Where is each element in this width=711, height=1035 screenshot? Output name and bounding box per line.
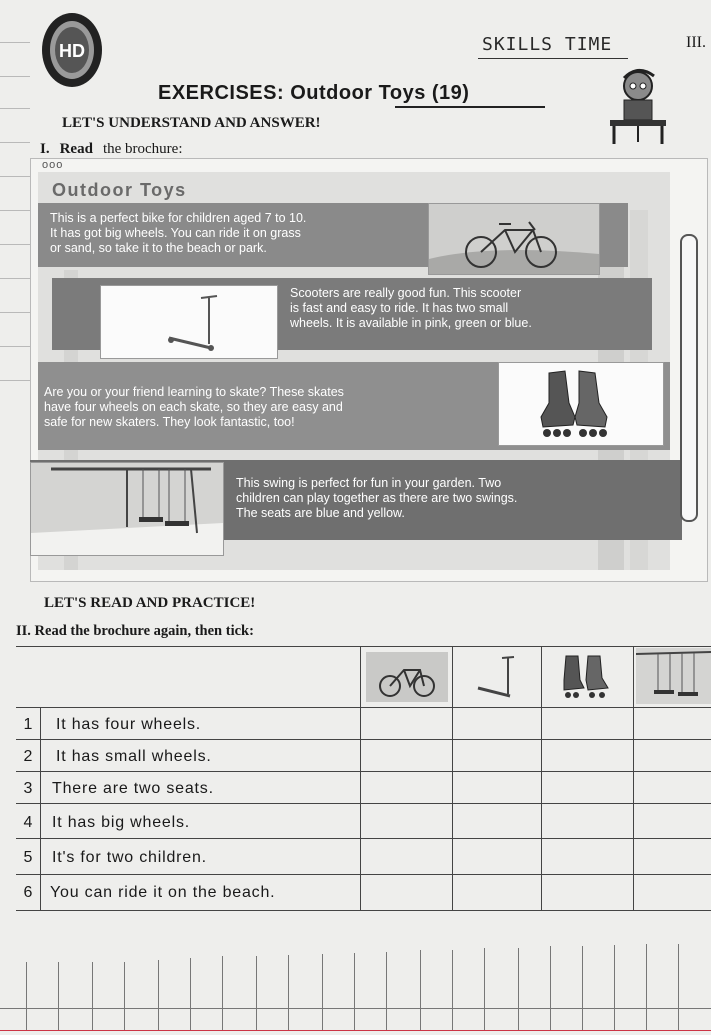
swing-text-line: The seats are blue and yellow. [236,506,405,520]
row-statement: It has small wheels. [56,748,212,765]
bike-text-line: or sand, so take it to the beach or park. [50,241,267,255]
page-title: EXERCISES: Outdoor Toys (19) [158,82,470,104]
table-scooter-icon [468,652,528,702]
tick-cell[interactable] [453,708,541,739]
window-controls: ooo [42,159,64,171]
section-1-number: I. [40,141,50,157]
skates-icon [499,363,663,445]
swing-text [236,476,517,521]
table-swing-icon [636,648,711,704]
skates-text-line: have four wheels on each skate, so they are easy and [44,400,343,414]
row-number: 3 [23,780,33,797]
svg-text:HD: HD [59,41,85,61]
scooter-icon [101,286,277,358]
tick-cell[interactable] [361,708,452,739]
bike-photo [428,203,600,275]
tick-cell[interactable] [634,708,711,739]
section-1-rest: the brochure: [102,141,183,157]
scooter-text-line: wheels. It is available in pink, green or blue. [290,316,532,330]
bike-text-line: It has got big wheels. You can ride it on grass [50,226,301,240]
swing-icon [31,463,223,555]
row-statement: It's for two children. [52,849,207,866]
page-bottom-line [0,1030,711,1031]
scooter-text-line: is fast and easy to ride. It has two small [290,301,509,315]
table-skates-icon [556,652,616,702]
bike-icon [429,204,599,274]
skates-photo [498,362,664,446]
school-logo-icon [40,10,104,90]
skills-time-label: SKILLS TIME [482,34,613,55]
bike-text [50,211,306,256]
tick-cell[interactable] [542,708,633,739]
section-1-heading: LET'S UNDERSTAND AND ANSWER! [62,115,321,131]
row-statement: You can ride it on the beach. [50,884,276,901]
row-number: 4 [23,814,33,831]
row-number: 6 [23,884,33,901]
section-2-number: II. [16,623,31,639]
row-statement: There are two seats. [52,780,214,797]
section-1-verb: Read [59,141,93,157]
boy-at-desk-icon [602,64,672,148]
section-1-instruction [40,141,183,158]
brochure-scrollbar[interactable] [680,234,698,522]
row-number: 5 [23,849,33,866]
skates-text-line: safe for new skaters. They look fantastic, too! [44,415,295,429]
skills-underline [478,58,628,59]
scooter-photo [100,285,278,359]
row-statement: It has four wheels. [56,716,202,733]
scooter-text-line: Scooters are really good fun. This scooter [290,286,522,300]
skates-text [44,385,344,430]
row-number: 2 [23,748,33,765]
skates-text-line: Are you or your friend learning to skate? These skates [44,385,344,399]
table-bike-icon [366,652,448,702]
section-2-heading: LET'S READ AND PRACTICE! [44,595,256,611]
swing-photo [30,462,224,556]
title-underline [395,106,545,108]
row-statement: It has big wheels. [52,814,191,831]
brochure-brand: Outdoor Toys [52,180,187,200]
swing-text-line: This swing is perfect for fun in your garden. Two [236,476,502,490]
page-number: III. [686,34,706,51]
section-2-text: Read the brochure again, then tick: [34,623,254,639]
swing-text-line: children can play together as there are two swings. [236,491,518,505]
row-number: 1 [23,716,33,733]
section-2-instruction [16,623,254,640]
bike-text-line: This is a perfect bike for children aged 7 to 10. [50,211,307,225]
scooter-text [290,286,532,331]
